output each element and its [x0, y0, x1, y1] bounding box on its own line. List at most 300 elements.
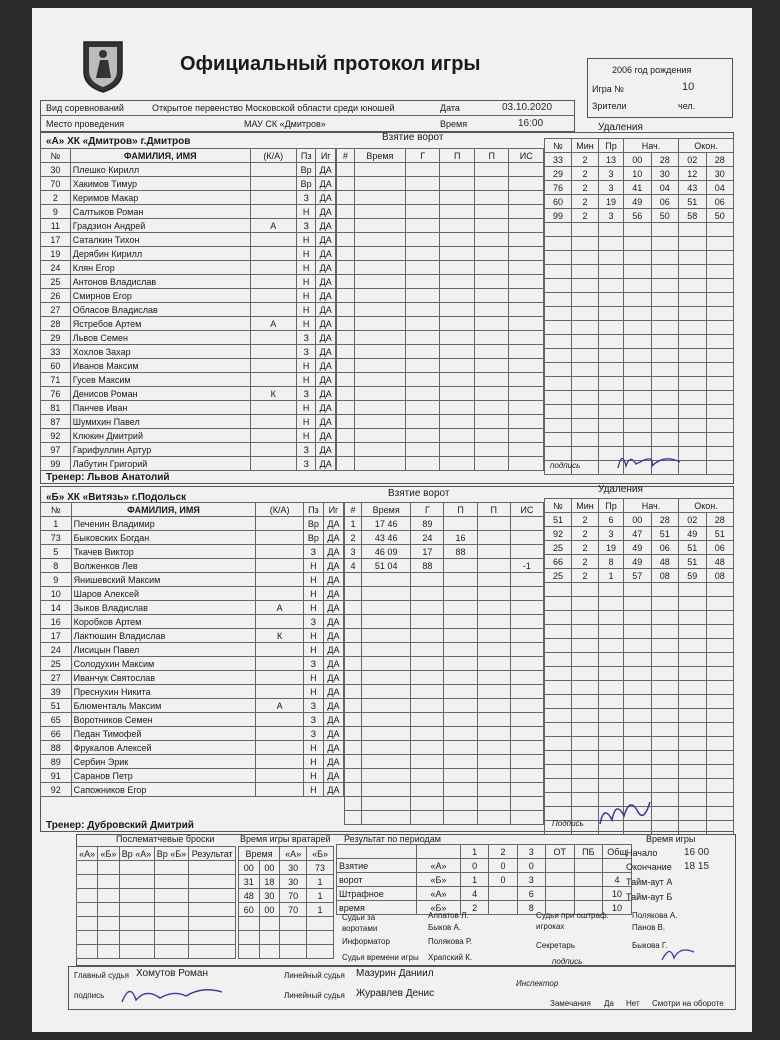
goal-empty-cell [405, 303, 440, 317]
goal-empty-cell [440, 177, 475, 191]
penalty-empty-cell [651, 237, 679, 251]
shootouts-table [76, 846, 236, 959]
player-played: ДА [316, 401, 336, 415]
goal-empty-cell [440, 401, 475, 415]
goal-empty-cell [362, 615, 411, 629]
line-judge-1-value: Мазурин Даниил [356, 968, 434, 979]
goal-empty-cell [440, 275, 475, 289]
goal-empty-cell [354, 345, 405, 359]
penalty-empty-cell [624, 223, 652, 237]
goal-empty-cell [354, 205, 405, 219]
player-name: Градзион Андрей [70, 219, 250, 233]
player-position: Н [303, 587, 323, 601]
goal-empty-cell [337, 275, 355, 289]
gk-empty-cell [239, 917, 260, 931]
player-row [41, 727, 344, 741]
goal-empty-cell [354, 429, 405, 443]
goal-empty-cell [337, 443, 355, 457]
pen-end-min: 49 [679, 527, 707, 541]
player-position: З [303, 657, 323, 671]
player-position: З [303, 727, 323, 741]
player-row [41, 457, 336, 471]
goal-empty-cell [440, 443, 475, 457]
penalty-empty-cell [545, 293, 572, 307]
place-value: МАУ СК «Дмитров» [244, 119, 326, 129]
player-position: З [296, 457, 316, 471]
goal-empty-cell [337, 401, 355, 415]
penalty-empty-cell [651, 723, 679, 737]
player-captain-mark [250, 359, 296, 373]
player-captain-mark [256, 643, 304, 657]
goal-empty-cell [477, 811, 510, 825]
goal-empty-cell [354, 247, 405, 261]
penalty-empty-cell [651, 433, 679, 447]
gk-a: 30 [280, 875, 307, 889]
penalty-empty-cell [706, 625, 734, 639]
player-captain-mark [256, 531, 304, 545]
player-number: 97 [41, 443, 71, 457]
team-b-goals-table [344, 502, 544, 825]
gk-row [239, 917, 334, 931]
penalty-empty-cell [706, 709, 734, 723]
pen-end-min: 02 [679, 513, 707, 527]
player-captain-mark [250, 289, 296, 303]
penalty-empty-cell [599, 391, 624, 405]
period-col-header: 1 [461, 845, 489, 859]
penalty-empty-cell [545, 597, 572, 611]
player-captain-mark [250, 177, 296, 191]
goal-empty-cell [444, 643, 477, 657]
pen-end-sec: 51 [706, 527, 734, 541]
col-goal-scorer-header: Г [405, 149, 440, 163]
penalty-empty-cell [706, 405, 734, 419]
goal-empty-cell [411, 643, 444, 657]
goal-empty-cell [474, 387, 509, 401]
player-played: ДА [323, 643, 343, 657]
goal-empty-cell [411, 587, 444, 601]
player-number: 30 [41, 163, 71, 177]
col-pen-number-header: № [545, 499, 572, 513]
penalty-empty-cell [651, 793, 679, 807]
pen-end-min: 51 [679, 195, 707, 209]
goal-row [345, 531, 544, 545]
goal-empty-cell [444, 685, 477, 699]
player-captain-mark [250, 275, 296, 289]
col-number-header: № [41, 503, 72, 517]
pen-reason: 1 [599, 569, 624, 583]
goal-row [337, 163, 544, 177]
player-name: Хохлов Захар [70, 345, 250, 359]
shootout-empty-cell [189, 875, 236, 889]
player-position: З [303, 699, 323, 713]
goal-empty-cell [509, 205, 544, 219]
player-played: ДА [316, 429, 336, 443]
goal-empty-cell [444, 755, 477, 769]
goal-empty-cell [474, 443, 509, 457]
goal-empty-cell [362, 755, 411, 769]
gk-min: 31 [239, 875, 260, 889]
period-row-team: «А» [416, 887, 460, 901]
team-b-penalties-title: Удаления [598, 484, 643, 495]
goal-empty-cell [440, 289, 475, 303]
goal-empty-cell [510, 657, 543, 671]
penalty-row [545, 765, 734, 779]
pen-player: 25 [545, 541, 572, 555]
penalty-empty-cell [651, 779, 679, 793]
goal-empty-cell [411, 699, 444, 713]
player-position: З [303, 545, 323, 559]
penalty-empty-cell [624, 419, 652, 433]
penalty-row [545, 513, 734, 527]
penalty-empty-cell [599, 237, 624, 251]
penalty-empty-cell [651, 377, 679, 391]
goal-empty-cell [440, 163, 475, 177]
goal-empty-cell [477, 615, 510, 629]
player-name: Дерябин Кирилл [70, 247, 250, 261]
shootout-empty-cell [77, 889, 98, 903]
pen-end-sec: 48 [706, 555, 734, 569]
penalty-empty-cell [624, 597, 652, 611]
periods-table [336, 844, 632, 915]
penalty-empty-cell [679, 321, 707, 335]
goal-empty-cell [509, 275, 544, 289]
goal-row [345, 811, 544, 825]
period-value [574, 859, 603, 873]
pen-end-sec: 30 [706, 167, 734, 181]
goal-row [345, 615, 544, 629]
player-row [41, 671, 344, 685]
col-assist1-header: П [440, 149, 475, 163]
goal-empty-cell [405, 359, 440, 373]
penalty-empty-cell [651, 821, 679, 835]
goal-empty-cell [362, 783, 411, 797]
goal-empty-cell [444, 797, 477, 811]
penalty-row [545, 293, 734, 307]
start-value: 16 00 [684, 847, 710, 858]
team-a-roster-table [40, 148, 336, 471]
player-captain-mark [256, 713, 304, 727]
goal-row [337, 219, 544, 233]
penalty-empty-cell [624, 583, 652, 597]
goal-judges-label: Судьи за воротами [342, 913, 378, 933]
penalty-empty-cell [651, 293, 679, 307]
goal-empty-cell [345, 797, 362, 811]
goal-empty-cell [354, 457, 405, 471]
goal-empty-cell [337, 261, 355, 275]
period-value: 1 [461, 873, 489, 887]
penalty-empty-cell [706, 751, 734, 765]
penalty-empty-cell [572, 307, 599, 321]
penalty-empty-cell [599, 625, 624, 639]
goal-empty-cell [337, 387, 355, 401]
penalty-empty-cell [545, 223, 572, 237]
penalty-empty-cell [624, 405, 652, 419]
goal-number: 3 [345, 545, 362, 559]
goal-empty-cell [509, 233, 544, 247]
penalty-row [545, 723, 734, 737]
goal-empty-cell [474, 373, 509, 387]
goal-empty-cell [440, 261, 475, 275]
col-goal-number-header: # [345, 503, 362, 517]
gk-empty-cell [280, 931, 307, 945]
goal-empty-cell [474, 429, 509, 443]
player-position: Н [303, 643, 323, 657]
penalty-empty-cell [545, 447, 572, 461]
inspector-label: Инспектор [516, 979, 559, 988]
penalty-empty-cell [651, 681, 679, 695]
penalty-empty-cell [706, 779, 734, 793]
goal-empty-cell [474, 177, 509, 191]
player-row [41, 657, 344, 671]
shootout-empty-cell [154, 861, 189, 875]
player-position: Н [303, 671, 323, 685]
goal-empty-cell [337, 191, 355, 205]
team-a-title: «А» ХК «Дмитров» г.Дмитров [46, 136, 191, 147]
goal-empty-cell [354, 359, 405, 373]
goal-empty-cell [345, 783, 362, 797]
shootout-empty-cell [154, 931, 189, 945]
player-name: Коробков Артем [71, 615, 256, 629]
penalty-empty-cell [679, 279, 707, 293]
goal-empty-cell [477, 657, 510, 671]
player-played: ДА [323, 741, 343, 755]
col-played-header: Иг [323, 503, 343, 517]
penalty-empty-cell [545, 349, 572, 363]
goal-empty-cell [345, 811, 362, 825]
penalty-empty-cell [545, 321, 572, 335]
period-row-label: Штрафное [337, 887, 417, 901]
player-captain-mark [256, 559, 304, 573]
penalty-empty-cell [706, 433, 734, 447]
player-number: 76 [41, 387, 71, 401]
team-a-penalties-table [544, 138, 734, 475]
player-captain-mark [250, 415, 296, 429]
goal-empty-cell [474, 233, 509, 247]
penalty-row [545, 181, 734, 195]
player-position: Н [303, 769, 323, 783]
goal-empty-cell [337, 247, 355, 261]
goal-empty-cell [444, 601, 477, 615]
penalty-empty-cell [599, 709, 624, 723]
goal-empty-cell [345, 587, 362, 601]
penalty-row [545, 597, 734, 611]
penalty-row [545, 349, 734, 363]
pen-player: 92 [545, 527, 572, 541]
gk-a: 30 [280, 861, 307, 875]
penalty-empty-cell [624, 709, 652, 723]
penalty-empty-cell [624, 377, 652, 391]
player-number: 28 [41, 317, 71, 331]
goal-empty-cell [474, 247, 509, 261]
player-played: ДА [316, 303, 336, 317]
periods-header-row [337, 845, 632, 859]
shootout-row [77, 861, 236, 875]
penalty-empty-cell [679, 391, 707, 405]
penalty-empty-cell [651, 709, 679, 723]
goal-empty-cell [411, 783, 444, 797]
player-name: Блюменталь Максим [71, 699, 256, 713]
penalty-empty-cell [706, 279, 734, 293]
penalty-empty-cell [651, 765, 679, 779]
penalty-empty-cell [624, 279, 652, 293]
secretary-signature-label: подпись [552, 957, 583, 966]
pen-reason: 3 [599, 527, 624, 541]
chief-referee-label: Главный судья [74, 971, 130, 980]
player-played: ДА [323, 517, 343, 531]
gk-b: 1 [307, 875, 334, 889]
player-name: Педан Тимофей [71, 727, 256, 741]
col-name-header: ФАМИЛИЯ, ИМЯ [71, 503, 256, 517]
goal-row [345, 741, 544, 755]
penalty-empty-cell [545, 363, 572, 377]
penalty-empty-cell [706, 447, 734, 461]
timekeeper-value: Храпский К. [428, 953, 473, 962]
goal-empty-cell [509, 373, 544, 387]
player-captain-mark [250, 457, 296, 471]
player-number: 16 [41, 615, 72, 629]
penalty-empty-cell [572, 251, 599, 265]
period-col-header: ОТ [545, 845, 574, 859]
player-captain-mark [256, 741, 304, 755]
player-row [41, 261, 336, 275]
penalty-empty-cell [572, 597, 599, 611]
penalty-empty-cell [706, 461, 734, 475]
player-position: Вр [303, 517, 323, 531]
penalty-row [545, 279, 734, 293]
penalty-empty-cell [599, 349, 624, 363]
goal-empty-cell [411, 573, 444, 587]
period-col-header: 3 [517, 845, 545, 859]
penalty-row [545, 737, 734, 751]
pen-minutes: 2 [572, 209, 599, 223]
goal-empty-cell [345, 657, 362, 671]
penalty-empty-cell [624, 779, 652, 793]
timekeeper-label: Судья времени игры [342, 953, 419, 962]
shootout-row [77, 903, 236, 917]
penalty-row [545, 195, 734, 209]
goal-empty-cell [405, 429, 440, 443]
goal-empty-cell [362, 741, 411, 755]
goal-empty-cell [509, 247, 544, 261]
player-number: 92 [41, 783, 72, 797]
player-position: Н [303, 741, 323, 755]
player-played: ДА [316, 219, 336, 233]
penalty-empty-cell [679, 583, 707, 597]
penalty-empty-cell [545, 667, 572, 681]
period-value [574, 887, 603, 901]
penalty-judges-value: Полякова А. Панов В. [632, 911, 678, 932]
gk-sec: 00 [259, 861, 280, 875]
period-value: 0 [489, 859, 517, 873]
player-number: 66 [41, 727, 72, 741]
player-row [41, 387, 336, 401]
goal-row [337, 247, 544, 261]
penalty-empty-cell [651, 251, 679, 265]
penalty-row [545, 405, 734, 419]
player-played: ДА [316, 163, 336, 177]
goal-time: 46 09 [362, 545, 411, 559]
goal-empty-cell [509, 163, 544, 177]
player-captain-mark [250, 429, 296, 443]
penalty-empty-cell [706, 583, 734, 597]
penalty-empty-cell [599, 265, 624, 279]
penalty-empty-cell [572, 709, 599, 723]
player-name: Быковских Богдан [71, 531, 256, 545]
goal-row [345, 601, 544, 615]
goal-scorer: 17 [411, 545, 444, 559]
pen-minutes: 2 [572, 527, 599, 541]
shootout-empty-cell [189, 945, 236, 959]
gk-row [239, 889, 334, 903]
goal-empty-cell [444, 699, 477, 713]
penalty-empty-cell [706, 251, 734, 265]
penalty-empty-cell [572, 349, 599, 363]
shootout-empty-cell [189, 917, 236, 931]
goal-row [345, 517, 544, 531]
player-captain-mark [250, 443, 296, 457]
player-number: 1 [41, 517, 72, 531]
goal-empty-cell [440, 191, 475, 205]
penalty-empty-cell [679, 765, 707, 779]
period-value [489, 901, 517, 915]
gk-row [239, 875, 334, 889]
player-name: Ястребов Артем [70, 317, 250, 331]
penalty-empty-cell [706, 821, 734, 835]
pen-start-sec: 50 [651, 209, 679, 223]
penalty-empty-cell [679, 779, 707, 793]
goal-empty-cell [509, 387, 544, 401]
goal-empty-cell [345, 643, 362, 657]
game-no-label: Игра № [592, 84, 624, 94]
player-position: З [296, 443, 316, 457]
player-row [41, 587, 344, 601]
player-captain-mark [256, 573, 304, 587]
gk-empty-cell [307, 931, 334, 945]
pen-start-sec: 06 [651, 195, 679, 209]
goal-empty-cell [345, 671, 362, 685]
goal-empty-cell [411, 685, 444, 699]
player-row [41, 163, 336, 177]
time-label: Время [440, 119, 468, 129]
penalty-empty-cell [679, 653, 707, 667]
goal-row [337, 387, 544, 401]
shootout-empty-cell [77, 861, 98, 875]
col-situation-header: ИС [510, 503, 543, 517]
goal-row [345, 559, 544, 573]
player-captain-mark [256, 517, 304, 531]
period-value [489, 887, 517, 901]
penalty-empty-cell [572, 583, 599, 597]
player-row [41, 289, 336, 303]
player-captain-mark [250, 191, 296, 205]
goal-row [345, 797, 544, 811]
player-captain-mark [250, 205, 296, 219]
pen-minutes: 2 [572, 195, 599, 209]
goal-empty-cell [474, 205, 509, 219]
player-number: 9 [41, 573, 72, 587]
penalty-row [545, 681, 734, 695]
penalty-empty-cell [651, 583, 679, 597]
player-row [41, 559, 344, 573]
player-row [41, 755, 344, 769]
penalty-empty-cell [651, 419, 679, 433]
col-pen-min-header: Мин [572, 499, 599, 513]
player-position: Н [296, 401, 316, 415]
player-row [41, 205, 336, 219]
team-b-signature-label: Подпись [552, 819, 584, 828]
goal-row [345, 713, 544, 727]
shootout-empty-cell [189, 861, 236, 875]
